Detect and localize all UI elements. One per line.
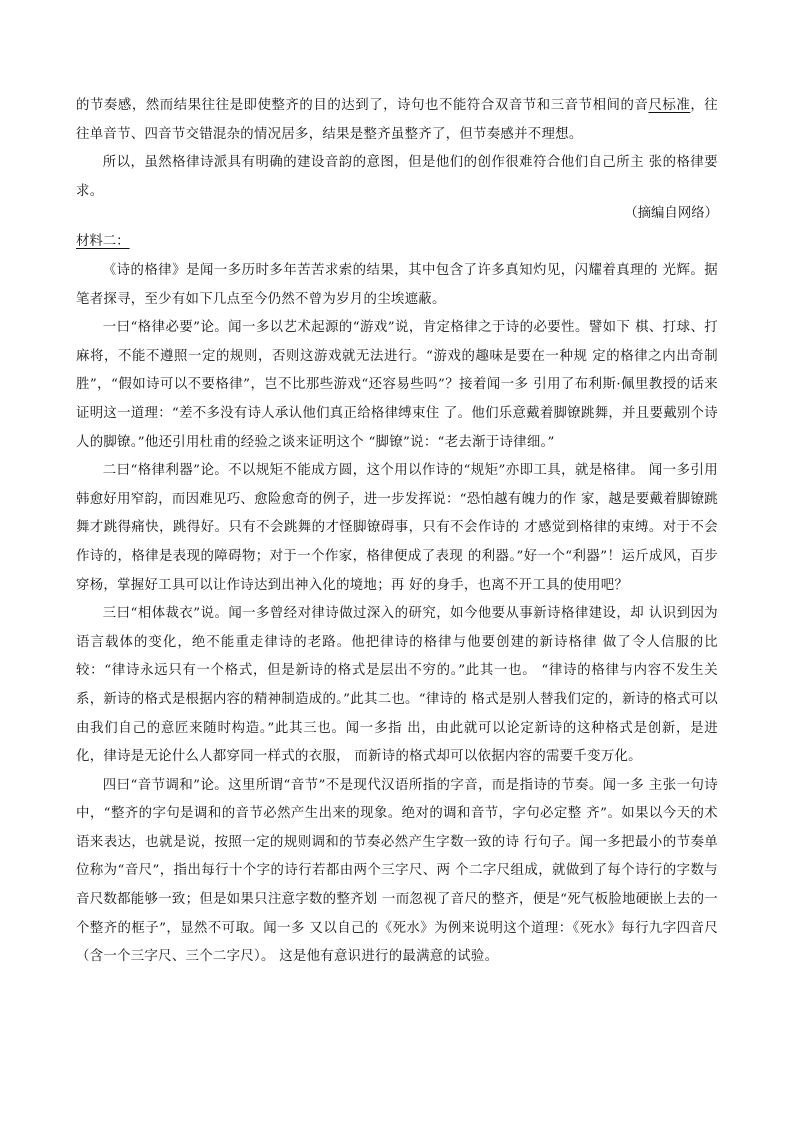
paragraph-point-three: 三曰“相体裁衣”说。闻一多曾经对律诗做过深入的研究，如今他要从事新诗格律建设，却 认识到因为语言载体的变化，绝不能重走律诗的老路。他把律诗的格律与他要创建的新诗格律 做了令人信服的比较：“律诗永远只有一个格式，但是新诗的格式是层出不穷的。”此其一也。 “律诗的格律与内容不发生关系，新诗的格式是根据内容的精神制造成的。”此其二也。“律诗的 格式是别人替我们定的，新诗的格式可以由我们自己的意匠来随时构造。”此其三也。闻一多指 出，由此就可以论定新诗的这种格式是创新，是进化，律诗是无论什么人都穿同一样式的衣服， 而新诗的格式却可以依据内容的需要千变万化。 (76, 606, 718, 765)
paragraph-intro: 《诗的格律》是闻一多历时多年苦苦求索的结果，其中包含了许多真知灼见，闪耀着真理的 光辉。据笔者探寻，至少有如下几点至今仍然不曾为岁月的尘埃遮蔽。 (76, 263, 718, 307)
underlined-phrase: 尺标准 (648, 98, 691, 113)
paragraph-point-two: 二曰“格律利器”论。不以规矩不能成方圆，这个用以作诗的“规矩”亦即工具，就是格律。 闻一多引用韩愈好用窄韵，而因难见巧、愈险愈奇的例子，进一步发挥说：“恐怕越有魄力的作 家，越是要戴着脚镣跳舞才跳得痛快，跳得好。只有不会跳舞的才怪脚镣碍事，只有不会作诗的 才感觉到格律的束缚。对于不会作诗的，格律是表现的障碍物；对于一个作家，格律便成了表现 的利器。”好一个“利器”！运斤成风，百步穿杨，掌握好工具可以让作诗达到出神入化的境地；再 好的身手，也离不开工具的使用吧？ (76, 463, 718, 593)
material-two-label: 材料二： (76, 234, 130, 249)
material-one-ending (76, 92, 718, 206)
material-two-body (76, 257, 718, 972)
paragraph-rhythm-result: 的节奏感，然而结果往往是即使整齐的目的达到了，诗句也不能符合双音节和三音节相间的音尺标准，往往单音节、四音节交错混杂的情况居多，结果是整齐虽整齐了，但节奏感并不理想。 (76, 98, 718, 142)
source-note: （摘编自网络） (624, 206, 718, 221)
paragraph-conclusion: 所以，虽然格律诗派具有明确的建设音韵的意图，但是他们的创作很难符合他们自己所主 张的格律要求。 (76, 155, 718, 199)
paragraph-point-four: 四曰“音节调和”论。这里所谓“音节”不是现代汉语所指的字音，而是指诗的节奏。闻一多 主张一句诗中，“整齐的字句是调和的音节必然产生出来的现象。绝对的调和音节，字句必定整 齐”。如果以今天的术语来表达，也就是说，按照一定的规则调和的节奏必然产生字数一致的诗 行句子。闻一多把最小的节奏单位称为“音尺”，指出每行十个字的诗行若都由两个三字尺、两 个二字尺组成，就做到了每个诗行的字数与音尺数都能够一致；但是如果只注意字数的整齐划 一而忽视了音尺的整齐，便是“死气板脸地硬嵌上去的一个整齐的框子”，显然不可取。闻一多 又以自己的《死水》为例来说明这个道理：《死水》每行九字四音尺（含一个三字尺、三个二字尺）。 这是他有意识进行的最满意的试验。 (76, 777, 718, 965)
paragraph-point-one: 一曰“格律必要”论。闻一多以艺术起源的“游戏”说，肯定格律之于诗的必要性。譬如下 棋、打球、打麻将，不能不遵照一定的规则，否则这游戏就无法进行。“游戏的趣味是要在一种规 定的格律之内出奇制胜”，“假如诗可以不要格律”，岂不比那些游戏“还容易些吗”？接着闻一多 引用了布利斯·佩里教授的话来证明这一道理：“差不多没有诗人承认他们真正给格律缚束住 了。他们乐意戴着脚镣跳舞，并且要戴别个诗人的脚镣。”他还引用杜甫的经验之谈来证明这个 “脚镣”说：“老去渐于诗律细。” (76, 320, 718, 450)
